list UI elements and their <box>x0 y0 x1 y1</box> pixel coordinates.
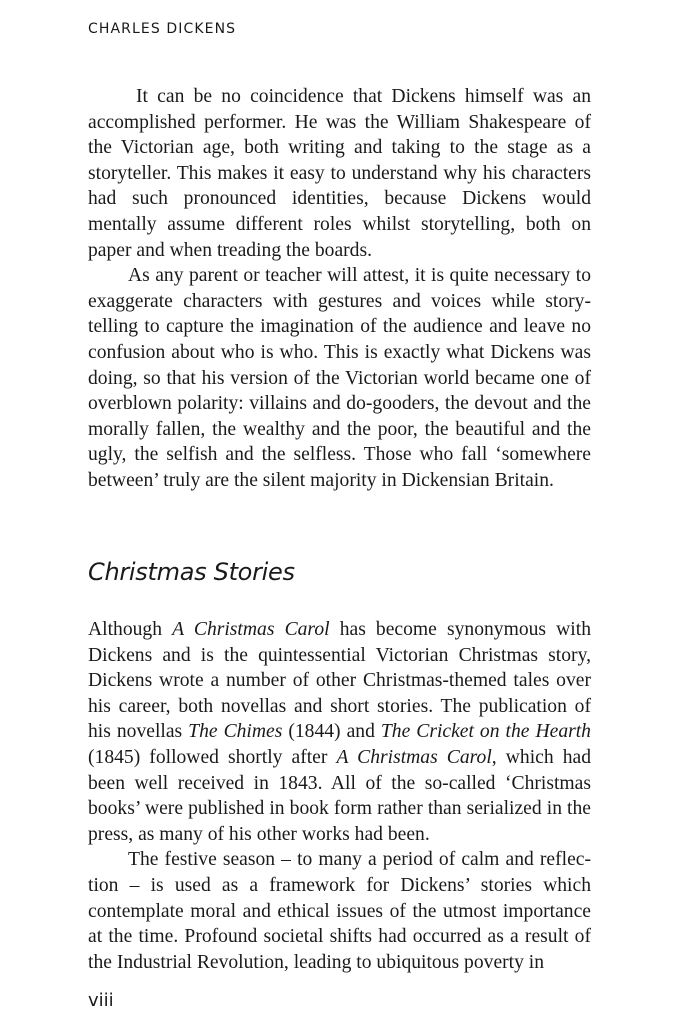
section-paragraph-2: The festive season – to many a period of calm and reflection – is used as a framework for Dickens’ stories which contemplate moral and ethical issues of the utmost importance at the time. Profound societal shifts had occurred as a result of the Industrial Revolution, leading to ubiquitous poverty in <box>88 849 591 973</box>
book-title: The Chimes <box>188 721 283 743</box>
paragraph-text: (1844) and <box>282 721 381 743</box>
intro-paragraph-1: It can be no coincidence that Dickens himself was an accomplished performer. He was the William Shakespeare of the Victorian age, both writing and taking to the stage as a storyteller. This makes it easy to understand why his characters had such pronounced identities, because Dickens would mentally assume different roles whilst storytelling, both on paper and when treading the boards. <box>88 86 591 261</box>
section-heading: Christmas Stories <box>88 558 295 586</box>
paragraph-text: has become synonymous with Dickens and is the quintessential Victorian Christmas story, Dickens wrote a number of other Christmas-themed tales over his career, both novellas and short stories. The publication of his novellas <box>88 619 591 743</box>
intro-text <box>88 84 591 494</box>
section-text <box>88 617 591 975</box>
running-head: CHARLES DICKENS <box>88 21 237 37</box>
paragraph-text: (1845) followed shortly after <box>88 746 337 768</box>
book-title: A Christmas Carol <box>172 619 330 640</box>
paragraph-text: Although <box>88 619 173 640</box>
page-number: viii <box>88 990 114 1011</box>
book-title: The Cricket on the Hearth <box>380 721 591 743</box>
section-paragraph-1 <box>88 617 591 847</box>
intro-paragraph-2: As any parent or teacher will attest, it is quite necessary to exaggerate characters with gestures and voices while storytelling to capture the imagination of the audience and leave no confusion about who is who. This is exactly what Dickens was doing, so that his version of the Victorian world became one of overblown polarity: villains and do-gooders, the devout and the morally fallen, the wealthy and the poor, the beautiful and the ugly, the selfish and the selfless. Those who fall ‘somewhere between’ truly are the silent majority in Dickensian Britain. <box>88 265 591 491</box>
paragraph-text: , which had been well received in 1843. All of the so-called ‘Christmas books’ were published in book form rather than serialized in the press, as many of his other works had been. <box>88 746 591 845</box>
book-title: A Christmas Carol <box>336 746 492 768</box>
